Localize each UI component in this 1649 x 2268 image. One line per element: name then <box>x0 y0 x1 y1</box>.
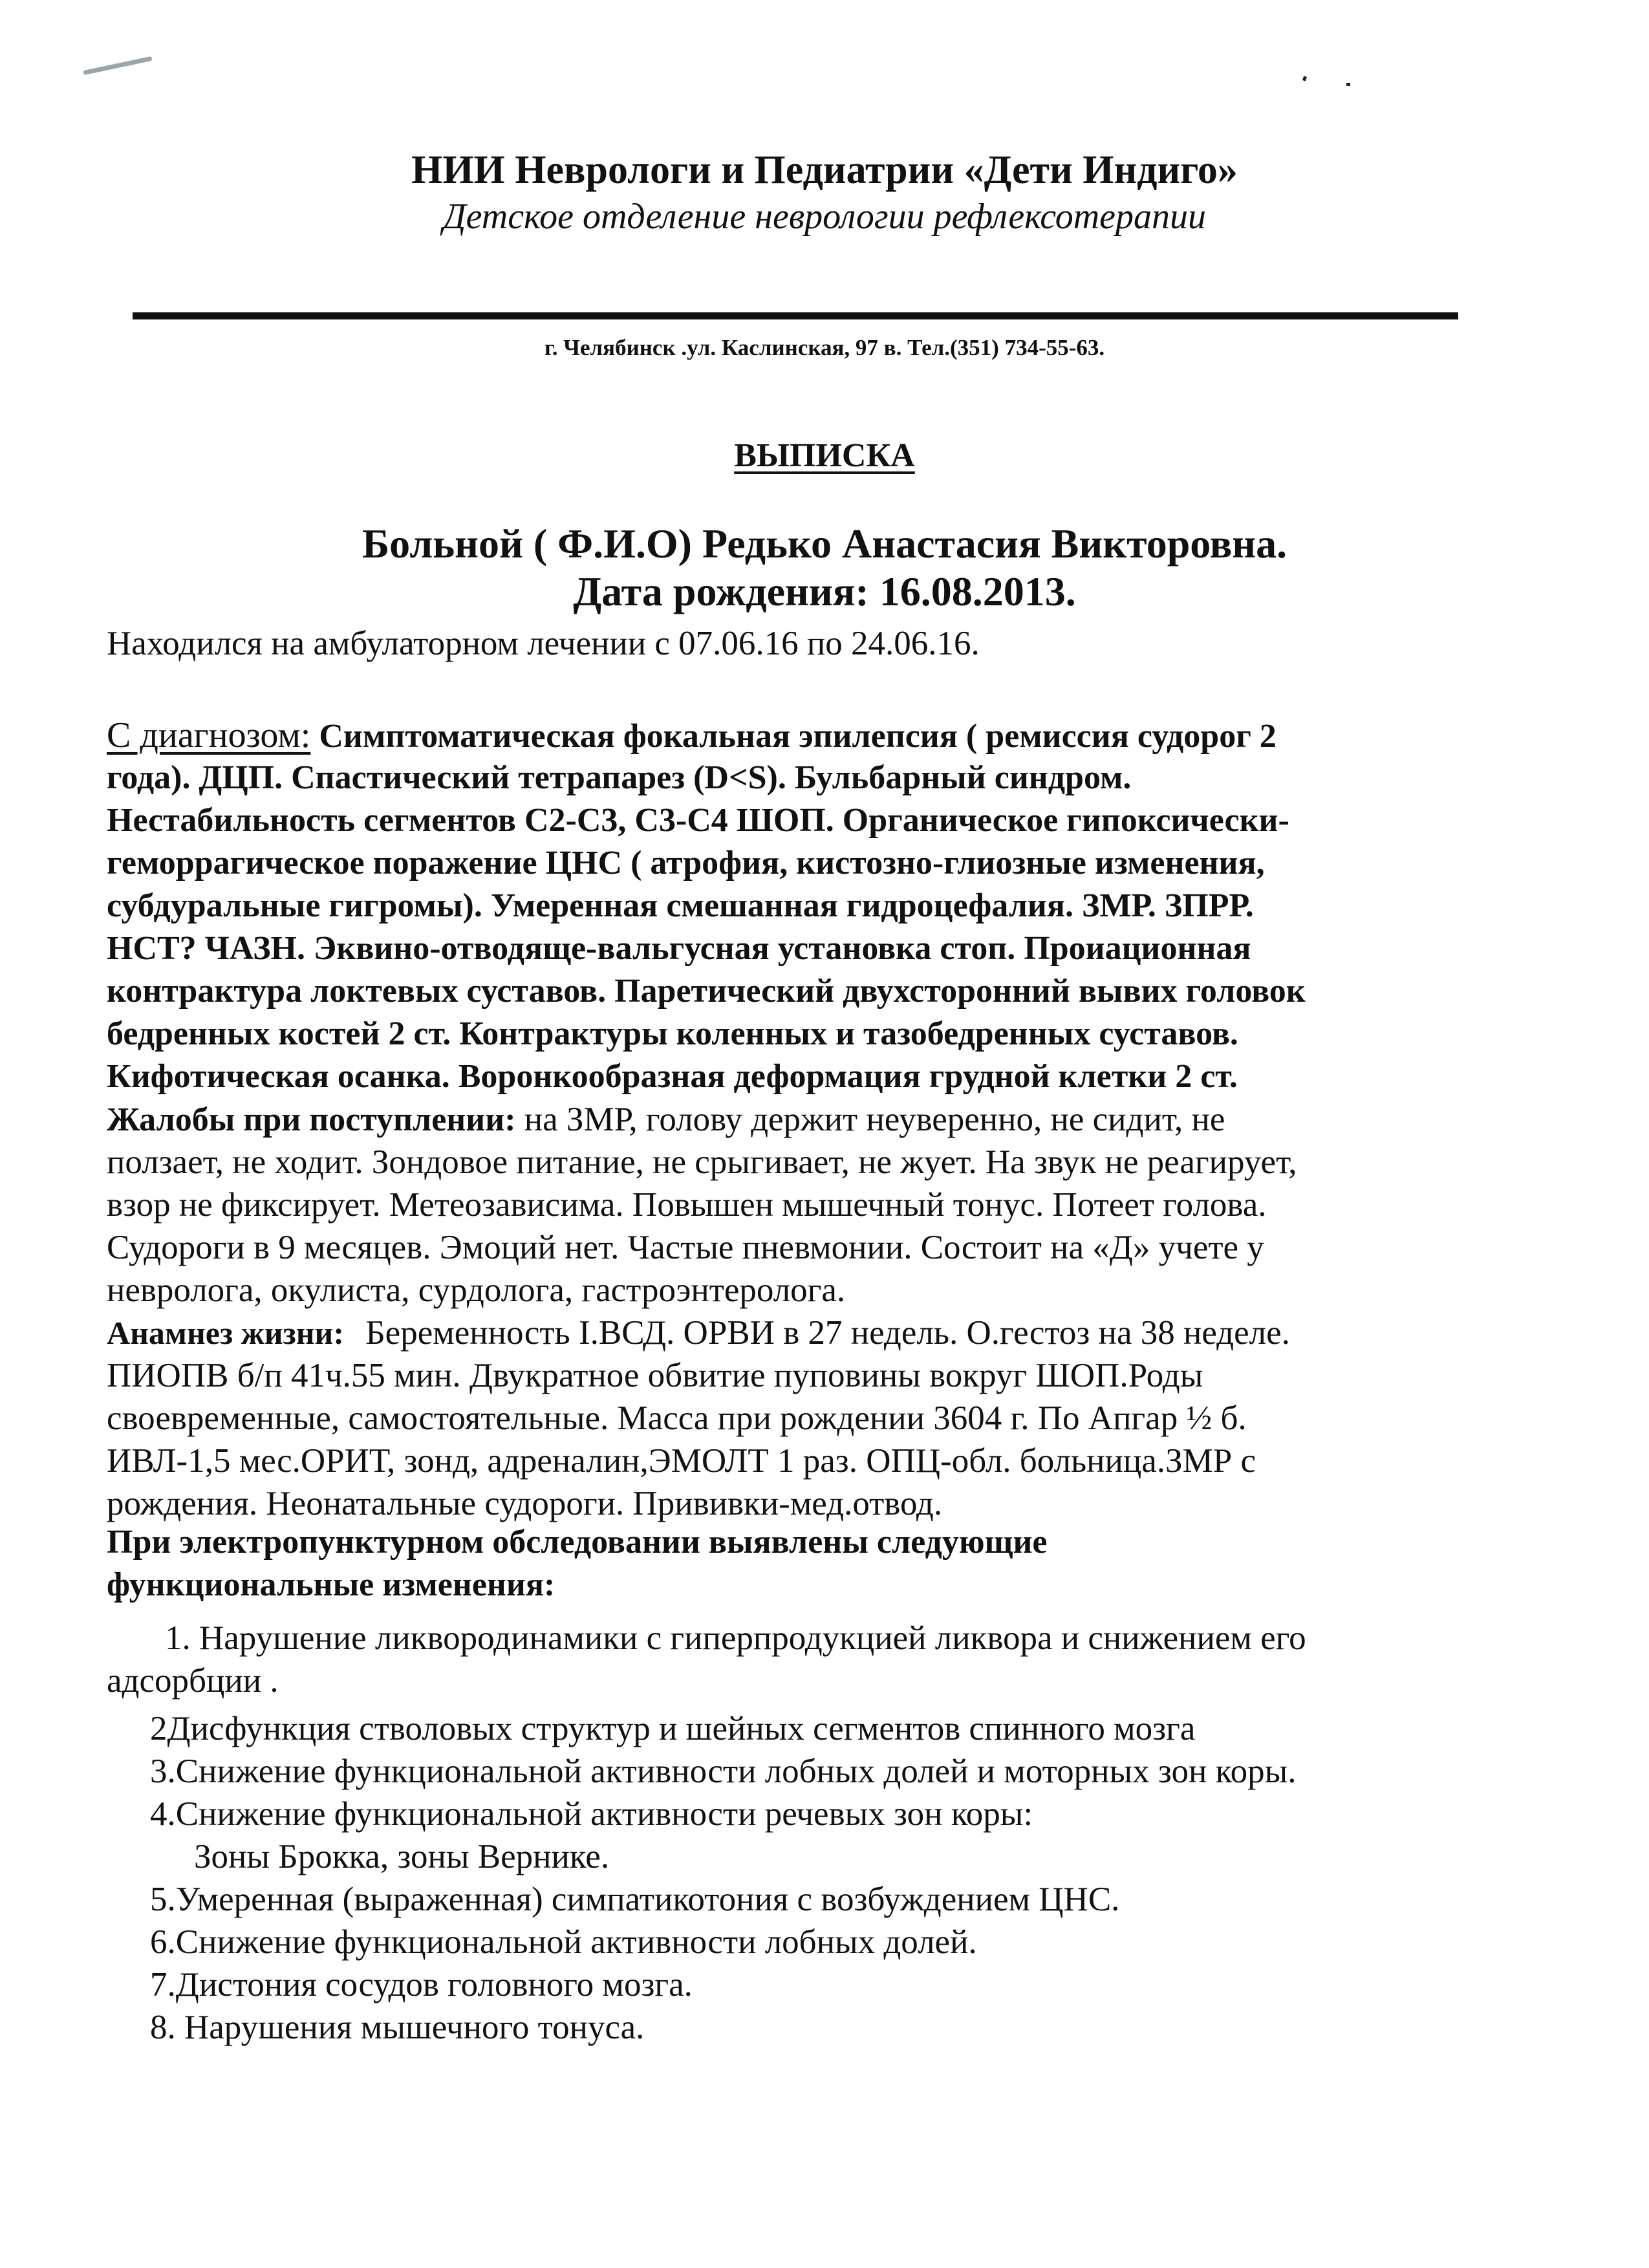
diagnosis-line: геморрагическое поражение ЦНС ( атрофия, кистозно-глиозные изменения, <box>107 845 1265 881</box>
findings-heading: При электропунктурном обследовании выявлены следующие <box>107 1524 1048 1561</box>
diagnosis-line: бедренных костей 2 ст. Контрактуры коленных и тазобедренных суставов. <box>107 1015 1238 1052</box>
anamnesis-line: ИВЛ-1,5 мес.ОРИТ, зонд, адреналин,ЭМОЛТ 1 раз. ОПЦ-обл. больница.ЗМР с <box>107 1442 1256 1480</box>
pen-stroke-mark <box>83 56 152 75</box>
diagnosis-line: Нестабильность сегментов С2-С3, С3-С4 ШОП. Органическое гипоксически- <box>107 802 1289 839</box>
diagnosis-line: НСТ? ЧАЗН. Эквино-отводяще-вальгусная установка стоп. Проиационная <box>107 930 1251 967</box>
finding-item: 7.Дистония сосудов головного мозга. <box>150 1966 693 2003</box>
letterhead-divider <box>133 312 1458 319</box>
scan-speck <box>1346 83 1350 86</box>
complaints-label: Жалобы при поступлении: <box>107 1101 516 1138</box>
anamnesis-label: Анамнез жизни: <box>107 1315 344 1351</box>
diagnosis-line: года). ДЦП. Спастический тетрапарез (D<S). Бульбарный синдром. <box>107 759 1132 796</box>
patient-name: Больной ( Ф.И.О) Редько Анастасия Викторовна. <box>361 521 1288 567</box>
finding-item: 5.Умеренная (выраженная) симпатикотония с возбуждением ЦНС. <box>150 1881 1120 1918</box>
diagnosis-text: Симптоматическая фокальная эпилепсия ( ремиссия судорог 2 <box>319 718 1277 755</box>
finding-item: адсорбции . <box>107 1662 279 1700</box>
treatment-period: Находился на амбулаторном лечении с 07.06.16 по 24.06.16. <box>107 625 980 662</box>
department-name: Детское отделение неврологии рефлексотерапии <box>443 197 1206 237</box>
complaints-line: невролога, окулиста, сурдолога, гастроэнтеролога. <box>107 1271 846 1309</box>
address-line: г. Челябинск .ул. Каслинская, 97 в. Тел.(351) 734-55-63. <box>544 335 1105 360</box>
diagnosis-line: Кифотическая осанка. Воронкообразная деформация грудной клетки 2 ст. <box>107 1058 1238 1095</box>
findings-heading: функциональные изменения: <box>107 1566 555 1603</box>
diagnosis-line: контрактура локтевых суставов. Паретический двухсторонний вывих головок <box>107 973 1306 1010</box>
finding-item: 1. Нарушение ликвородинамики с гиперпродукцией ликвора и снижением его <box>165 1619 1306 1657</box>
complaints-line: взор не фиксирует. Метеозависима. Повышен мышечный тонус. Потеет голова. <box>107 1186 1267 1224</box>
complaints-line: Судороги в 9 месяцев. Эмоций нет. Частые пневмонии. Состоит на «Д» учете у <box>107 1229 1264 1266</box>
anamnesis-line: своевременные, самостоятельные. Масса при рождении 3604 г. По Апгар ½ б. <box>107 1399 1247 1437</box>
document-title: ВЫПИСКА <box>734 437 915 474</box>
anamnesis-line: рождения. Неонатальные судороги. Прививки-мед.отвод. <box>107 1485 943 1522</box>
finding-item: 2Дисфункция стволовых структур и шейных сегментов спинного мозга <box>150 1710 1196 1747</box>
finding-item: Зоны Брокка, зоны Вернике. <box>194 1838 610 1875</box>
diagnosis-label: С диагнозом: <box>107 715 311 755</box>
anamnesis-line <box>107 1312 1290 1354</box>
finding-item: 6.Снижение функциональной активности лобных долей. <box>150 1923 977 1961</box>
complaints-line <box>107 1098 1225 1141</box>
finding-item: 4.Снижение функциональной активности речевых зон коры: <box>150 1795 1033 1833</box>
finding-item: 3.Снижение функциональной активности лобных долей и моторных зон коры. <box>150 1753 1297 1790</box>
date-of-birth: Дата рождения: 16.08.2013. <box>573 568 1076 614</box>
anamnesis-line: ПИОПВ б/п 41ч.55 мин. Двукратное обвитие пуповины вокруг ШОП.Роды <box>107 1357 1203 1394</box>
complaints-line: ползает, не ходит. Зондовое питание, не срыгивает, не жует. На звук не реагирует, <box>107 1143 1297 1181</box>
organization-name: НИИ Неврологи и Педиатрии «Дети Индиго» <box>411 148 1238 192</box>
diagnosis-line: субдуральные гигромы). Умеренная смешанная гидроцефалия. ЗМР. ЗПРР. <box>107 887 1254 924</box>
diagnosis-line <box>107 714 1277 758</box>
anamnesis-text: Беременность I.ВСД. ОРВИ в 27 недель. О.гестоз на 38 неделе. <box>365 1314 1290 1352</box>
scan-speck <box>1302 76 1307 81</box>
finding-item: 8. Нарушения мышечного тонуса. <box>150 2009 645 2046</box>
complaints-text: на ЗМР, голову держит неуверенно, не сидит, не <box>524 1101 1225 1138</box>
